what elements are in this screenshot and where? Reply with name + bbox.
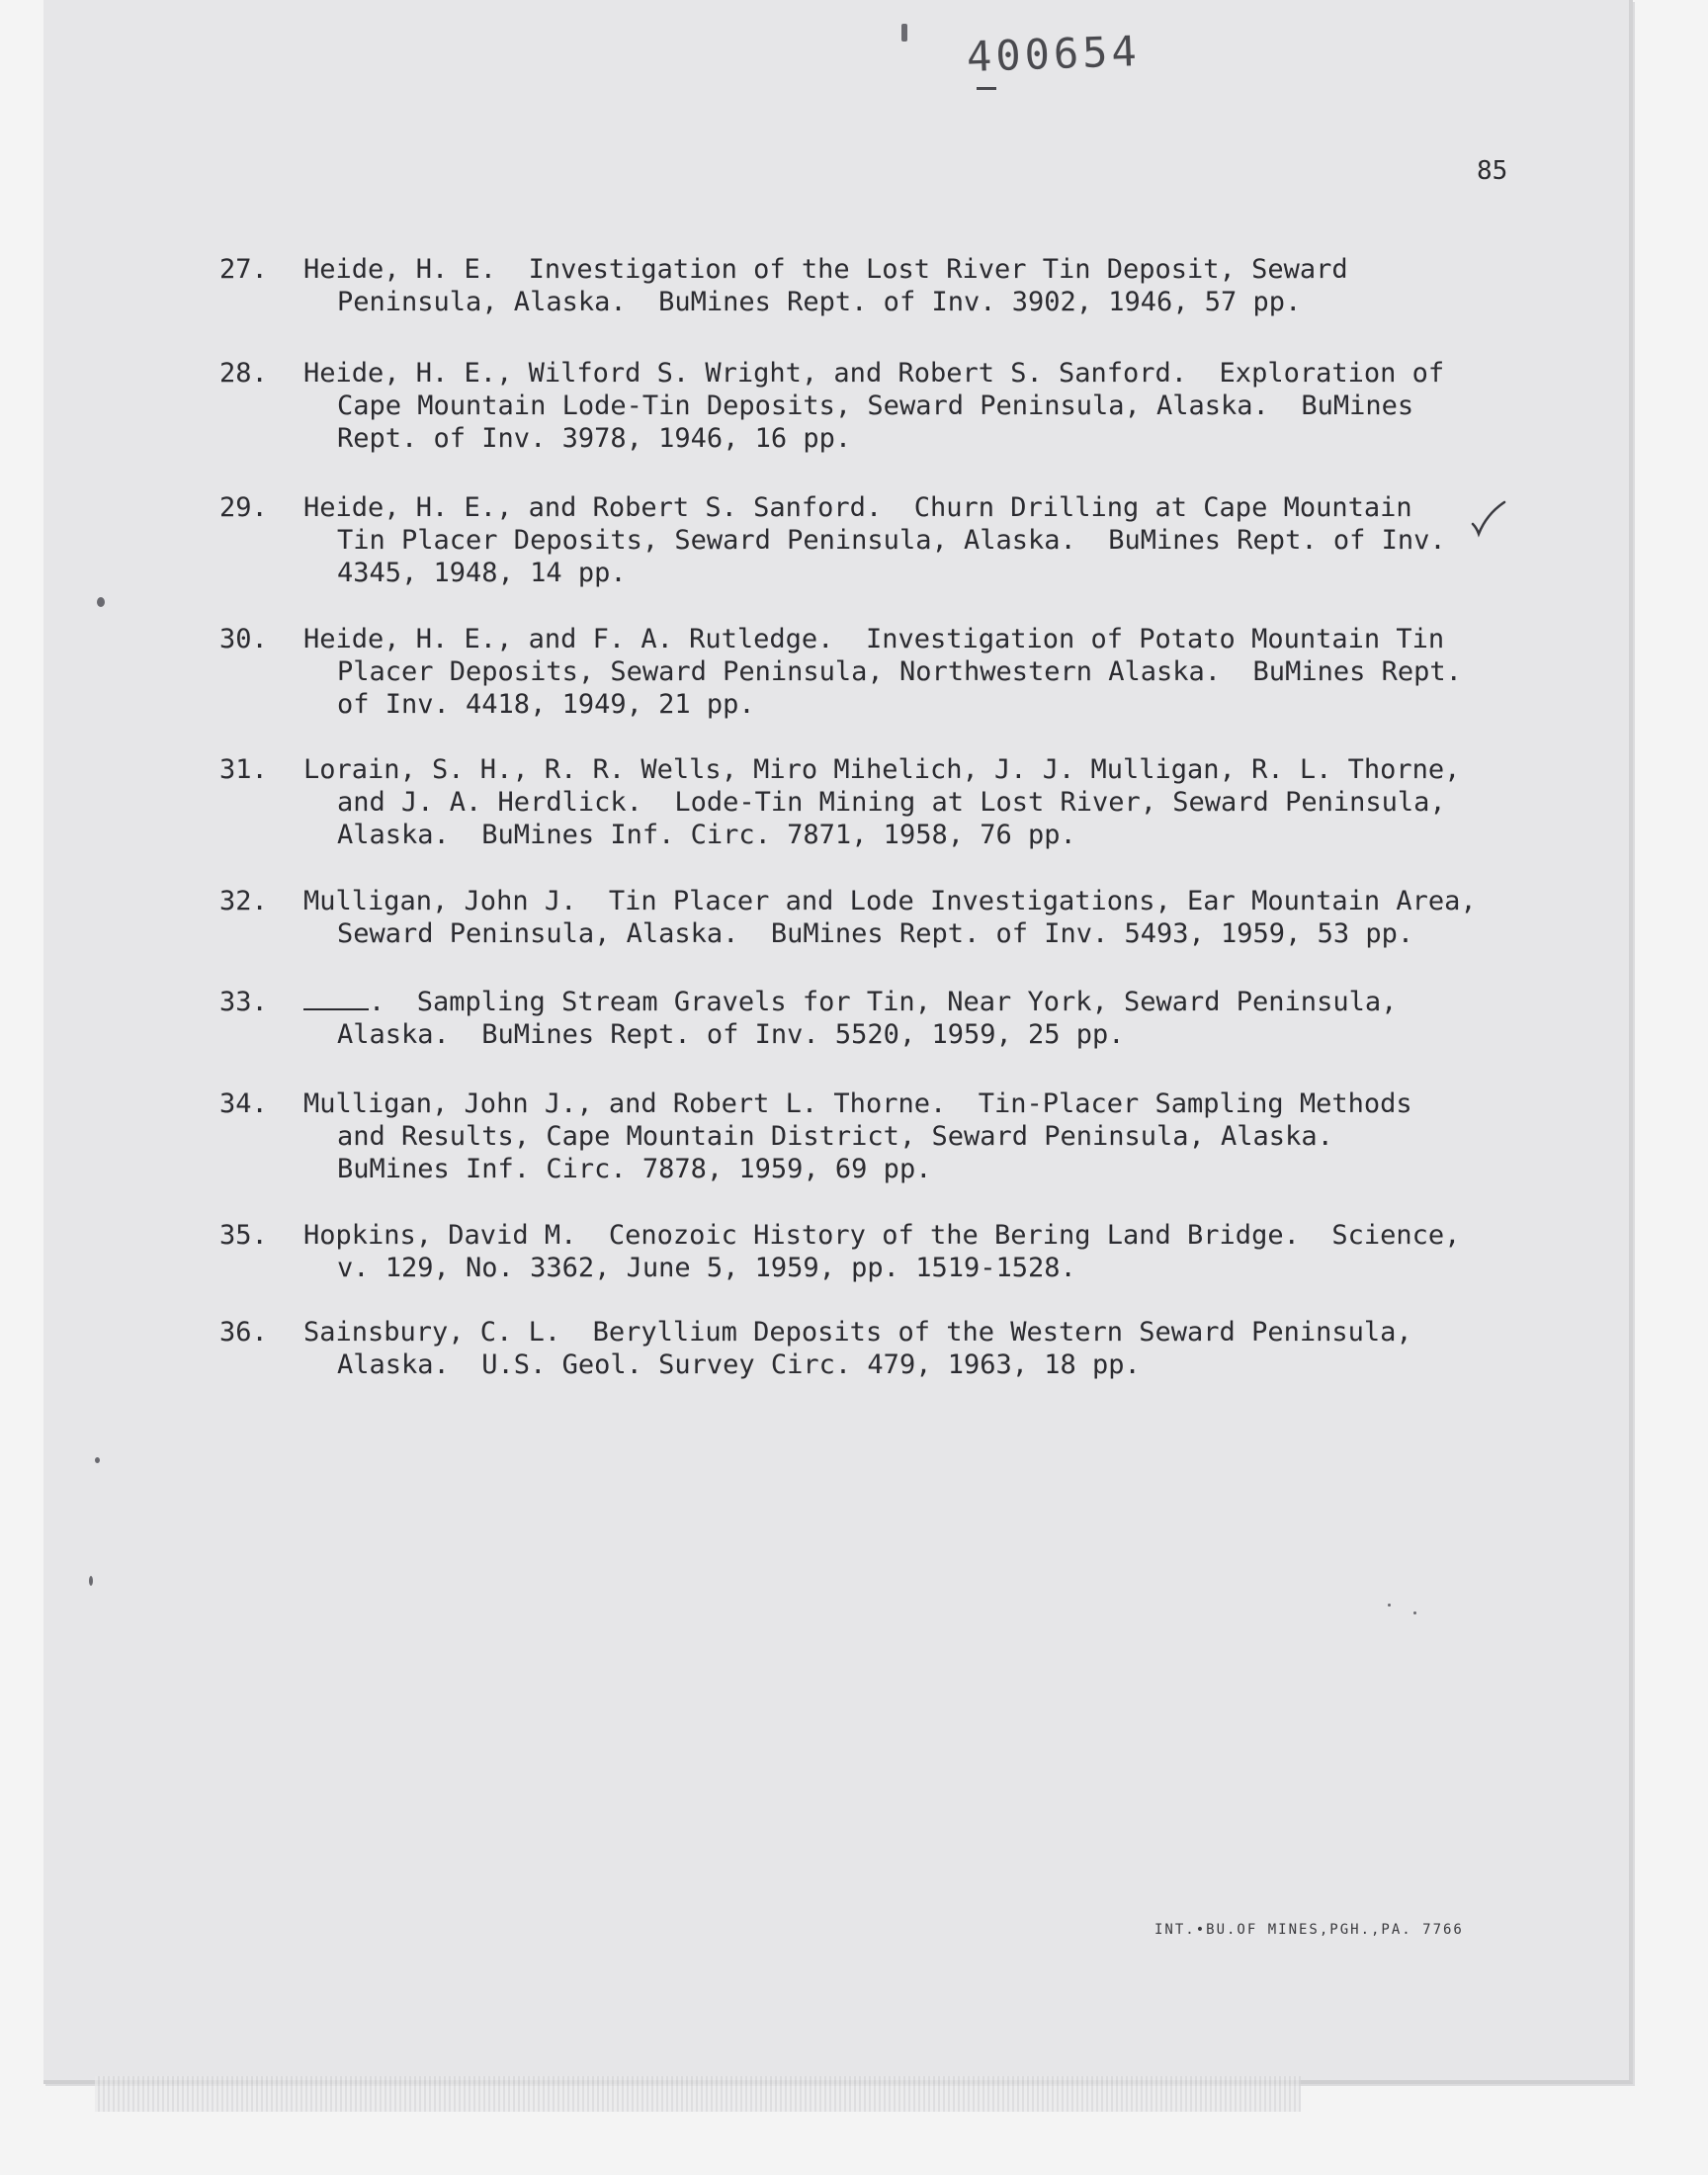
reference-36 [219,1316,1544,1381]
scan-speck [1388,1604,1391,1607]
scan-speck [97,597,105,607]
scan-speck [1413,1611,1416,1614]
reference-text: Mulligan, John J. Tin Placer and Lode Investigations, Ear Mountain Area, Seward Peninsula, Alaska. BuMines Rept. of Inv. 5493, 1959, 53 pp. [303,886,1477,949]
reference-number: 29. [219,492,268,523]
reference-number: 33. [219,987,268,1017]
reference-number: 32. [219,886,268,916]
reference-28 [219,357,1544,455]
reference-body [303,986,1544,1051]
reference-number: 35. [219,1220,268,1251]
reference-number: 31. [219,754,268,785]
scan-edge-artifact [95,2076,1301,2112]
printer-imprint: INT.•BU.OF MINES,PGH.,PA. 7766 [1154,1922,1464,1938]
reference-31 [219,753,1544,851]
stamp-underline [977,87,996,90]
reference-text: Mulligan, John J., and Robert L. Thorne. Tin-Placer Sampling Methods and Results, Cape Mountain District, Seward Peninsula, Alaska. BuMines Inf. Circ. 7878, 1959, 69 pp. [303,1088,1412,1184]
reference-33 [219,986,1544,1051]
author-repeat-blank [303,989,369,1010]
reference-34 [219,1088,1544,1185]
reference-text: Hopkins, David M. Cenozoic History of the Bering Land Bridge. Science, v. 129, No. 3362, June 5, 1959, pp. 1519-1528. [303,1220,1461,1283]
reference-30 [219,623,1544,721]
scan-speck [95,1457,100,1463]
reference-text: . Sampling Stream Gravels for Tin, Near York, Seward Peninsula, Alaska. BuMines Rept. of Inv. 5520, 1959, 25 pp. [337,987,1398,1050]
reference-text: Sainsbury, C. L. Beryllium Deposits of the Western Seward Peninsula, Alaska. U.S. Geol. Survey Circ. 479, 1963, 18 pp. [303,1317,1412,1380]
reference-29 [219,491,1544,589]
reference-number: 34. [219,1088,268,1119]
page-number: 85 [1477,156,1508,186]
reference-number: 28. [219,358,268,389]
scan-speck [901,24,907,42]
reference-text: Heide, H. E., and Robert S. Sanford. Churn Drilling at Cape Mountain Tin Placer Deposits, Seward Peninsula, Alaska. BuMines Rept. of Inv. 4345, 1948, 14 pp. [303,492,1446,588]
reference-text: Heide, H. E., Wilford S. Wright, and Robert S. Sanford. Exploration of Cape Mountain Lode-Tin Deposits, Seward Peninsula, Alaska. BuMines Rept. of Inv. 3978, 1946, 16 pp. [303,358,1445,454]
reference-number: 27. [219,254,268,285]
document-stamp-number: 400654 [966,26,1142,82]
scan-speck [89,1576,93,1586]
reference-32 [219,885,1544,950]
reference-number: 36. [219,1317,268,1348]
reference-35 [219,1219,1544,1284]
reference-text: Lorain, S. H., R. R. Wells, Miro Mihelich, J. J. Mulligan, R. L. Thorne, and J. A. Herdlick. Lode-Tin Mining at Lost River, Seward Peninsula, Alaska. BuMines Inf. Circ. 7871, 1958, 76 pp. [303,754,1461,850]
reference-number: 30. [219,624,268,654]
reference-27 [219,253,1544,318]
reference-text: Heide, H. E., and F. A. Rutledge. Investigation of Potato Mountain Tin Placer Deposits, Seward Peninsula, Northwestern Alaska. BuMines Rept. of Inv. 4418, 1949, 21 pp. [303,624,1462,720]
handwritten-check-mark [1469,498,1508,538]
reference-text: Heide, H. E. Investigation of the Lost River Tin Deposit, Seward Peninsula, Alaska. BuMines Rept. of Inv. 3902, 1946, 57 pp. [303,254,1348,317]
